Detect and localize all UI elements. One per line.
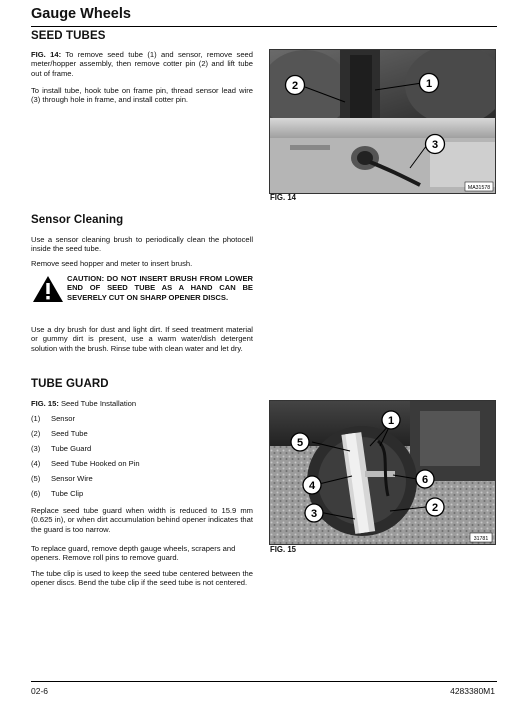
legend-number: (5)	[31, 474, 41, 484]
fig-15-ref: FIG. 15:	[31, 399, 59, 408]
fig-15-code: 31781	[473, 536, 489, 542]
fig-14-photo	[269, 49, 496, 194]
fig-15-caption: FIG. 15	[270, 545, 296, 554]
legend-number: (3)	[31, 444, 41, 454]
legend-label: Seed Tube	[51, 429, 88, 439]
seed-tubes-para1-text: To remove seed tube (1) and sensor, remove seed meter/hopper assembly, then remove cotter pin (2) and lift tube out of frame.	[31, 50, 253, 78]
legend-label: Sensor Wire	[51, 474, 93, 484]
fig-15-desc-text: Seed Tube Installation	[58, 399, 137, 408]
fig-14-callout-3: 3	[431, 139, 439, 151]
sensor-cleaning-paragraph-2: Remove seed hopper and meter to insert brush.	[31, 259, 193, 268]
page-title: Gauge Wheels	[31, 6, 131, 22]
section-title-sensor-cleaning: Sensor Cleaning	[31, 214, 124, 226]
page-number: 02-6	[31, 686, 49, 696]
fig-14-illustration	[270, 50, 495, 193]
legend-label: Tube Clip	[51, 489, 84, 499]
warning-triangle-icon	[32, 275, 64, 303]
legend-item	[31, 459, 140, 474]
tube-guard-paragraph-2: To replace guard, remove depth gauge wheels, scrapers and openers. Remove roll pins to remove guard.	[31, 544, 236, 563]
section-title-seed-tubes: SEED TUBES	[31, 30, 106, 42]
legend-number: (6)	[31, 489, 41, 499]
fig-14-callout-1: 1	[425, 78, 433, 90]
tube-guard-paragraph-1: Replace seed tube guard when width is reduced to 15.9 mm (0.625 in), or when dirt accumulation behind opener indicates that the guard is too narrow.	[31, 506, 253, 534]
legend-item	[31, 489, 140, 504]
fig-14-code: MA31578	[467, 185, 491, 191]
document-number: 4283380M1	[450, 686, 495, 696]
tube-guard-paragraph-3: The tube clip is used to keep the seed tube centered between the opener discs. Bend the tube clip if the seed tube is not centered.	[31, 569, 253, 588]
fig-15-callout-5: 5	[296, 437, 304, 449]
seed-tubes-paragraph-1	[31, 50, 253, 78]
fig-15-callout-1: 1	[387, 415, 395, 427]
fig-15-callout-2: 2	[431, 502, 439, 514]
caution-text: CAUTION: DO NOT INSERT BRUSH FROM LOWER END OF SEED TUBE AS A HAND CAN BE SEVERELY CUT ON SHARP OPENER DISCS.	[67, 274, 253, 302]
fig-15-description	[31, 399, 253, 408]
legend-label: Seed Tube Hooked on Pin	[51, 459, 140, 469]
legend-label: Tube Guard	[51, 444, 92, 454]
footer-rule	[31, 681, 497, 682]
legend-item	[31, 429, 140, 444]
legend-item	[31, 414, 140, 429]
seed-tubes-paragraph-2: To install tube, hook tube on frame pin, thread sensor lead wire (3) through hole in frame, and install cotter pin.	[31, 86, 253, 105]
legend-number: (2)	[31, 429, 41, 439]
sensor-cleaning-paragraph-3: Use a dry brush for dust and light dirt. If seed treatment material or gummy dirt is present, use a warm water/dish detergent solution with the brush. Rinse tube with clean water and let dry.	[31, 325, 253, 353]
section-title-tube-guard: TUBE GUARD	[31, 378, 109, 390]
fig-14-callout-2: 2	[291, 80, 299, 92]
fig-15-callout-6: 6	[421, 474, 429, 486]
fig-14-ref: FIG. 14:	[31, 50, 62, 59]
legend-label: Sensor	[51, 414, 76, 423]
legend-number: (1)	[31, 414, 41, 423]
fig-15-legend	[31, 414, 140, 505]
fig-15-illustration	[270, 401, 495, 544]
fig-15-photo	[269, 400, 496, 545]
fig-14-caption: FIG. 14	[270, 193, 296, 202]
caution-block	[31, 274, 253, 314]
header-rule	[31, 26, 497, 27]
sensor-cleaning-paragraph-1: Use a sensor cleaning brush to periodically clean the photocell inside the seed tube.	[31, 235, 253, 254]
legend-item	[31, 474, 140, 489]
legend-item	[31, 444, 140, 459]
fig-15-callout-4: 4	[308, 480, 316, 492]
legend-number: (4)	[31, 459, 41, 469]
fig-15-callout-3: 3	[310, 508, 318, 520]
